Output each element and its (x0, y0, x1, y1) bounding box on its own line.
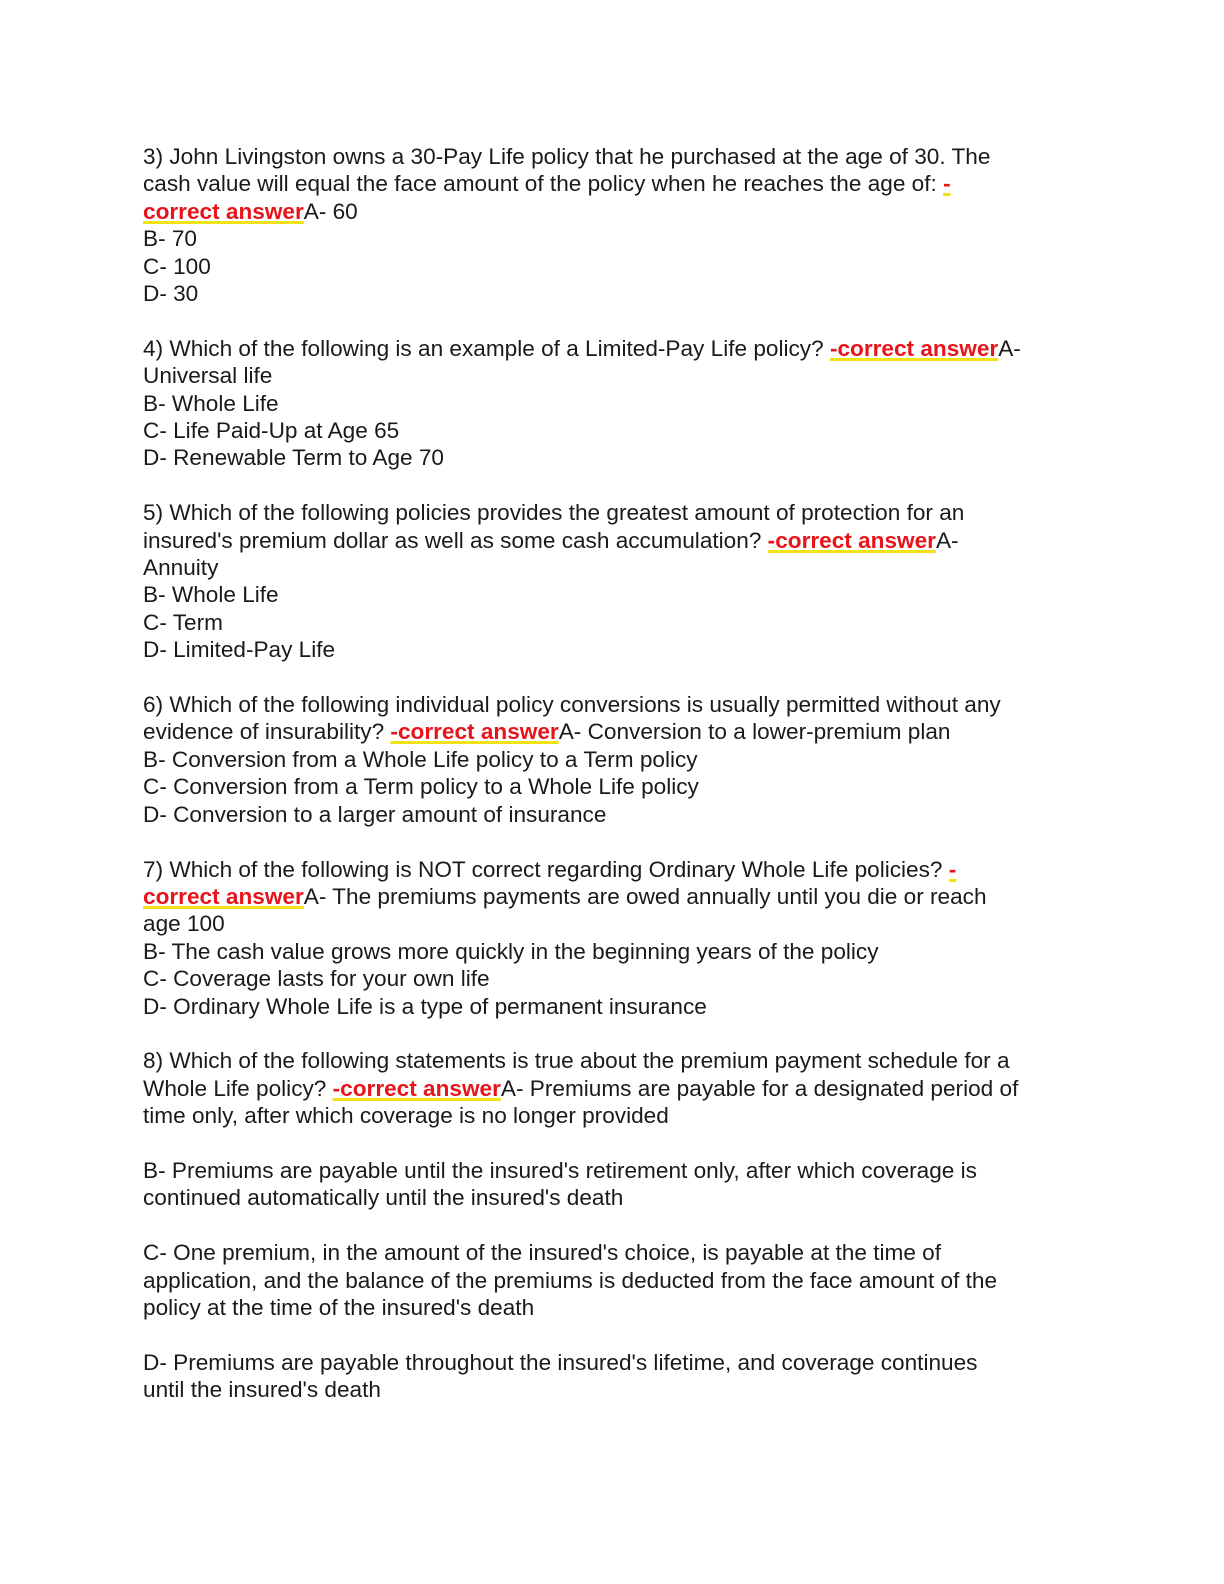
answer-option-a: Universal life (143, 363, 273, 389)
answer-option-c: C- Coverage lasts for your own life (143, 966, 490, 992)
answer-option-a: A- 60 (303, 198, 358, 224)
answer-option-d: D- Conversion to a larger amount of insurance (143, 801, 607, 827)
answer-option-d: D- Renewable Term to Age 70 (143, 445, 444, 471)
answer-option-d: D- 30 (143, 281, 199, 307)
answer-option-c: C- One premium, in the amount of the insured's choice, is payable at the time of application, and the balance of the premiums is deducted from the face amount of the policy at the time of the insured's death (143, 1240, 998, 1320)
question-3 (143, 143, 1083, 307)
answer-option-a-cont: time only, after which coverage is no longer provided (143, 1103, 669, 1129)
answer-option-c: C- Term (143, 609, 223, 635)
answer-option-d: D- Limited-Pay Life (143, 637, 336, 663)
question-text-line: insured's premium dollar as well as some cash accumulation? -correct answerA- (143, 527, 959, 553)
answer-option-b: B- Whole Life (143, 390, 279, 416)
answer-option-a: Annuity (143, 555, 219, 581)
answer-option-a: A- The premiums payments are owed annually until you die or reach (303, 883, 987, 909)
question-text-line: 8) Which of the following statements is true about the premium payment schedule for a (143, 1048, 1010, 1074)
question-6 (143, 691, 1083, 828)
question-text-line: 6) Which of the following individual policy conversions is usually permitted without any (143, 692, 1001, 718)
answer-option-c: C- 100 (143, 253, 211, 279)
answer-option-a-cont: age 100 (143, 911, 225, 937)
answer-line (143, 883, 1083, 910)
answer-option-b: B- The cash value grows more quickly in the beginning years of the policy (143, 938, 879, 964)
question-8 (143, 1047, 1083, 1129)
answer-option-b: B- Premiums are payable until the insured's retirement only, after which coverage is continued automatically until the insured's death (143, 1157, 977, 1211)
question-text-line: cash value will equal the face amount of the policy when he reaches the age of: - (143, 171, 951, 197)
question-4 (143, 335, 1083, 472)
answer-option-c: C- Life Paid-Up at Age 65 (143, 418, 400, 444)
correct-answer-marker: - (948, 856, 957, 882)
correct-answer-marker: -correct answer (332, 1075, 501, 1101)
question-text-line: 3) John Livingston owns a 30-Pay Life policy that he purchased at the age of 30. The (143, 144, 991, 169)
answer-option-d: D- Ordinary Whole Life is a type of permanent insurance (143, 993, 707, 1019)
correct-answer-marker: correct answer (143, 198, 304, 224)
answer-option-d: D- Premiums are payable throughout the insured's lifetime, and coverage continues until the insured's death (143, 1349, 978, 1403)
answer-option-a: A- Conversion to a lower-premium plan (558, 719, 951, 745)
answer-option-c: C- Conversion from a Term policy to a Whole Life policy (143, 774, 699, 800)
question-text-line: 7) Which of the following is NOT correct regarding Ordinary Whole Life policies? - (143, 856, 957, 882)
question-text-line: Whole Life policy? -correct answerA- Premiums are payable for a designated period of (143, 1075, 1019, 1101)
answer-option-b: B- Conversion from a Whole Life policy to a Term policy (143, 746, 698, 772)
answer-line (143, 198, 1083, 225)
correct-answer-marker: -correct answer (767, 527, 936, 553)
correct-answer-marker: - (943, 171, 951, 197)
question-text-line: evidence of insurability? -correct answerA- Conversion to a lower-premium plan (143, 719, 951, 745)
question-5 (143, 499, 1083, 663)
question-text-line: 5) Which of the following policies provides the greatest amount of protection for an (143, 500, 965, 526)
question-7 (143, 856, 1083, 1020)
correct-answer-marker: -correct answer (390, 719, 559, 745)
answer-option-a: A- Premiums are payable for a designated period of (500, 1075, 1019, 1101)
correct-answer-marker: -correct answer (829, 335, 999, 361)
answer-option-b: B- Whole Life (143, 582, 279, 608)
document-page (143, 143, 1083, 1431)
correct-answer-marker: correct answer (143, 883, 304, 909)
question-text-line: 4) Which of the following is an example of a Limited-Pay Life policy? -correct answerA- (143, 335, 1021, 361)
answer-option-b: B- 70 (143, 226, 198, 252)
